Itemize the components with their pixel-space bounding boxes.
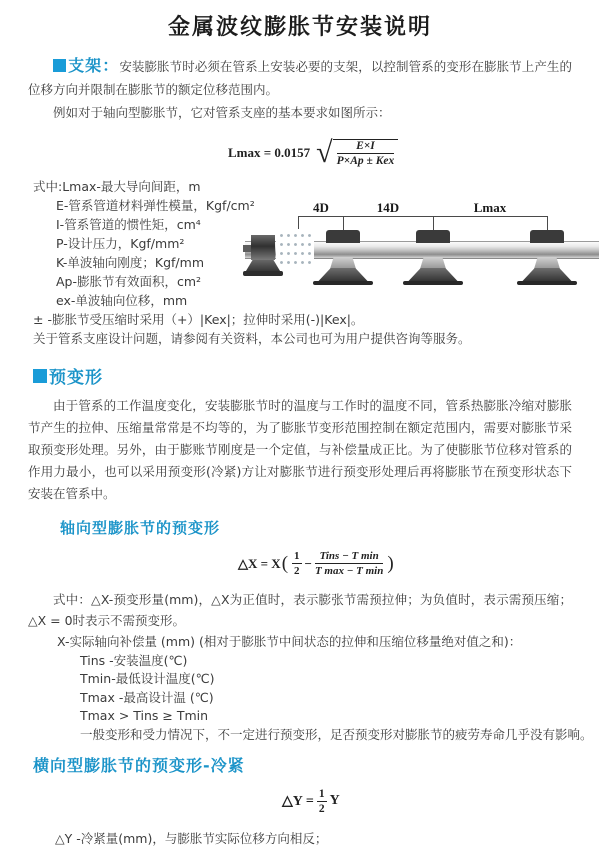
axial-definition-list	[57, 633, 600, 745]
definition-line: ± -膨胀节受压缩时采用（+）|Kex|；拉伸时采用(-)|Kex|。	[33, 312, 364, 327]
section-square-icon	[33, 369, 47, 383]
temperature-fraction	[315, 550, 383, 577]
half-denominator: 2	[318, 802, 325, 815]
axial-formula-lhs: △X = X	[238, 555, 281, 571]
definition-line: 式中:Lmax-最大导向间距，m	[33, 179, 201, 194]
lateral-formula	[282, 788, 600, 815]
radical-sign-icon: √	[316, 135, 333, 169]
definition-line: E-管系管道材料弹性模量，Kgf/cm²	[56, 198, 255, 213]
bellows-icon	[276, 229, 314, 269]
definition-line: 关于管系支座设计问题，请参阅有关资料，本公司也可为用户提供咨询等服务。	[33, 331, 471, 346]
fixed-anchor	[251, 235, 275, 260]
half-numerator: 1	[294, 550, 300, 562]
definition-line: Tmax -最高设计温 (℃)	[80, 689, 214, 705]
support-saddle	[534, 257, 560, 269]
predeform-paragraph: 由于管系的工作温度变化，安装膨胀节时的温度与工作时的温度不同，管系热膨胀冷缩对膨胀节产生的拉伸、压缩量常常是不均等的，为了膨胀节变形范围控制在额定范围内，需要对膨胀节采取预变形处理。另外，由于膨账节刚度是一个定值，与补偿量成正比。为了使膨胀节位移对管系的作用力最小，也可以采用预变形(冷紧)方让对膨胀节进行预变形处理后再将膨胀节在预变形状态下安装在管系中。	[28, 398, 572, 501]
definition-line: 一般变形和受力情况下，不一定进行预变形，足否预变形对膨胀节的疲劳寿命几乎没有影响。	[80, 726, 593, 742]
minus-sign: −	[304, 555, 312, 571]
document-page	[0, 10, 600, 846]
support-section-label: 支架：	[68, 56, 120, 75]
support-base-bar	[313, 281, 373, 285]
lmax-formula-fraction	[333, 139, 399, 167]
half-numerator: 1	[318, 787, 325, 800]
support-base-bar	[517, 281, 577, 285]
lmax-formula-lhs: Lmax = 0.0157	[228, 144, 311, 160]
pipe-support	[517, 230, 577, 290]
section-square-icon	[53, 59, 66, 72]
definition-line: Ap-膨胀节有效面积，cm²	[56, 274, 202, 289]
definition-line: K-单波轴向刚度；Kgf/mm	[56, 255, 204, 270]
support-cap	[416, 230, 450, 243]
pipe-support	[403, 230, 463, 290]
page-title: 金属波纹膨胀节安装说明	[167, 15, 432, 40]
temperature-numerator: Tins − T min	[315, 550, 383, 564]
lateral-formula-rhs: Y	[329, 793, 340, 809]
dimension-line	[298, 216, 547, 217]
support-saddle	[330, 257, 356, 269]
support-intro-text: 安装膨胀节时必须在管系上安装必要的支架，以控制管系的变形在膨胀节上产生的位移方向并限制在膨胀节的额定位移范围内。	[28, 59, 572, 97]
lateral-formula-lhs: △Y =	[282, 793, 314, 809]
dim-label-lmax: Lmax	[448, 201, 532, 215]
support-cap	[326, 230, 360, 243]
predeform-section-title: 预变形	[49, 368, 103, 388]
lateral-note-line: △Y -冷紧量(mm)，与膨胀节实际位移方向相反；	[55, 830, 328, 846]
axial-subtitle: 轴向型膨胀节的预变形	[60, 519, 221, 537]
fixed-anchor-base	[243, 271, 283, 276]
dim-label-4d: 4D	[301, 201, 341, 215]
lmax-formula-numerator: E×I	[337, 140, 395, 154]
support-base-bar	[403, 281, 463, 285]
close-paren: )	[387, 552, 394, 574]
definition-line: Tins -安装温度(℃)	[80, 652, 188, 668]
definition-line: X-实际轴向补偿量 (mm) (相对于膨胀节中间状态的拉伸和压缩位移量绝对值之和)：	[57, 634, 522, 649]
lateral-subtitle: 横向型膨胀节的预变形-冷紧	[33, 755, 245, 775]
support-example-line: 例如对于轴向型膨胀节，它对管系支座的基本要求如图所示：	[53, 105, 391, 120]
lmax-formula-denominator: P×Ap ± Kex	[336, 155, 395, 167]
definition-line: ex-单波轴向位移，mm	[56, 293, 188, 308]
definition-line: Tmin-最低设计温度(℃)	[80, 671, 215, 687]
axial-note-paragraph: 式中：△X-预变形量(mm)，△X为正值时，表示膨张节需预拉伸；为负值时，表示需预压缩；△X = 0时表示不需预变形。	[28, 592, 572, 628]
definition-line: Tmax > Tins ≥ Tmin	[80, 708, 209, 724]
pipe-support-diagram	[243, 202, 600, 304]
half-denominator: 2	[294, 565, 300, 577]
dim-label-14d: 14D	[355, 201, 421, 215]
definition-line: P-设计压力，Kgf/mm²	[56, 236, 185, 251]
one-half-fraction	[292, 550, 302, 577]
lmax-formula	[228, 135, 600, 169]
one-half-fraction	[317, 788, 327, 815]
support-cap	[530, 230, 564, 243]
support-intro-paragraph	[28, 54, 572, 101]
axial-formula	[238, 550, 600, 577]
definition-line: I-管系管道的惯性矩，cm⁴	[56, 217, 201, 232]
pipe-support	[313, 230, 373, 290]
predeform-section-header	[33, 363, 600, 388]
support-saddle	[420, 257, 446, 269]
open-paren: (	[281, 552, 289, 574]
temperature-denominator: T max − T min	[314, 565, 384, 577]
